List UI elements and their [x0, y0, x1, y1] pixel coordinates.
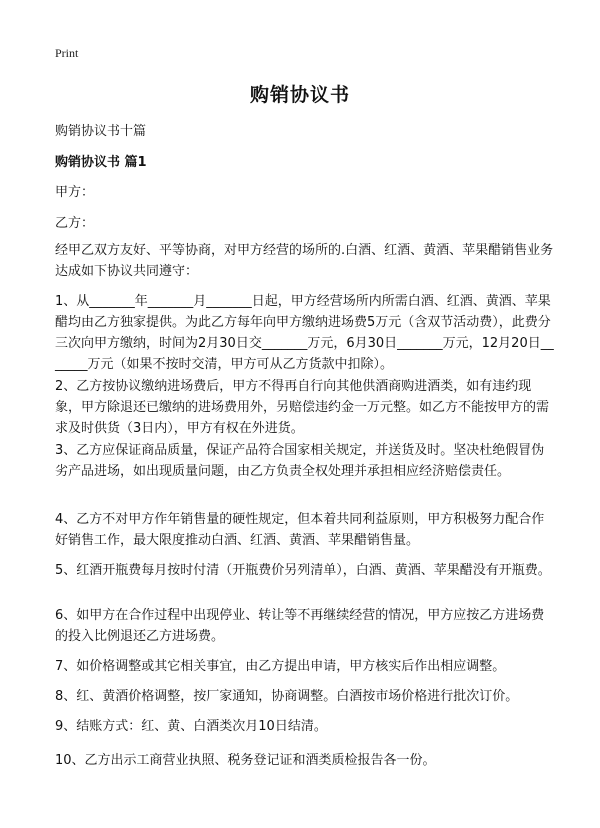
clause-9: 9、结账方式：红、黄、白酒类次月10日结清。 [55, 719, 327, 734]
clause-8: 8、红、黄酒价格调整，按厂家通知，协商调整。白酒按市场价格进行批次订价。 [55, 689, 519, 704]
clause-1: 1、从_______年_______月_______日起，甲方经营场所内所需白酒、红酒、黄酒、苹果醋均由乙方独家提供。为此乙方每年向甲方缴纳进场费5万元（含双节活动费），此费分三次向甲方缴纳，时间为2月30日交_______万元，6月30日_______万元，12月20日_______万元（如果不按时交清，甲方可从乙方货款中扣除）。 [55, 294, 554, 372]
document-subtitle: 购销协议书十篇 [55, 124, 147, 139]
clause-3: 3、乙方应保证商品质量，保证产品符合国家相关规定，并送货及时。坚决杜绝假冒伪劣产品进场，如出现质量问题，由乙方负责全权处理并承担相应经济赔偿责任。 [55, 443, 545, 479]
print-label: Print [55, 46, 79, 60]
clause-5: 5、红酒开瓶费每月按时付清（开瓶费价另列清单），白酒、黄酒、苹果醋没有开瓶费。 [55, 563, 551, 578]
clause-7: 7、如价格调整或其它相关事宜，由乙方提出申请，甲方核实后作出相应调整。 [55, 659, 506, 674]
clause-10: 10、乙方出示工商营业执照、税务登记证和酒类质检报告各一份。 [55, 753, 436, 768]
clause-6: 6、如甲方在合作过程中出现停业、转让等不再继续经营的情况，甲方应按乙方进场费的投入比例退还乙方进场费。 [55, 608, 545, 644]
party-b-label: 乙方： [55, 216, 95, 231]
party-a-label: 甲方： [55, 185, 95, 200]
intro-paragraph: 经甲乙双方友好、平等协商，对甲方经营的场所的.白酒、红酒、黄酒、苹果醋销售业务达成如下协议共同遵守： [55, 243, 554, 279]
clause-2: 2、乙方按协议缴纳进场费后，甲方不得再自行向其他供酒商购进酒类，如有违约现象，甲方除退还已缴纳的进场费用外，另赔偿违约金一万元整。如乙方不能按甲方的需求及时供货（3日内），甲方有权在外进货。 [55, 379, 550, 436]
clause-4: 4、乙方不对甲方作年销售量的硬性规定，但本着共同利益原则，甲方积极努力配合作好销售工作，最大限度推动白酒、红酒、黄酒、苹果醋销售量。 [55, 512, 545, 548]
section-title: 购销协议书 篇1 [55, 155, 147, 170]
document-title: 购销协议书 [249, 84, 350, 106]
